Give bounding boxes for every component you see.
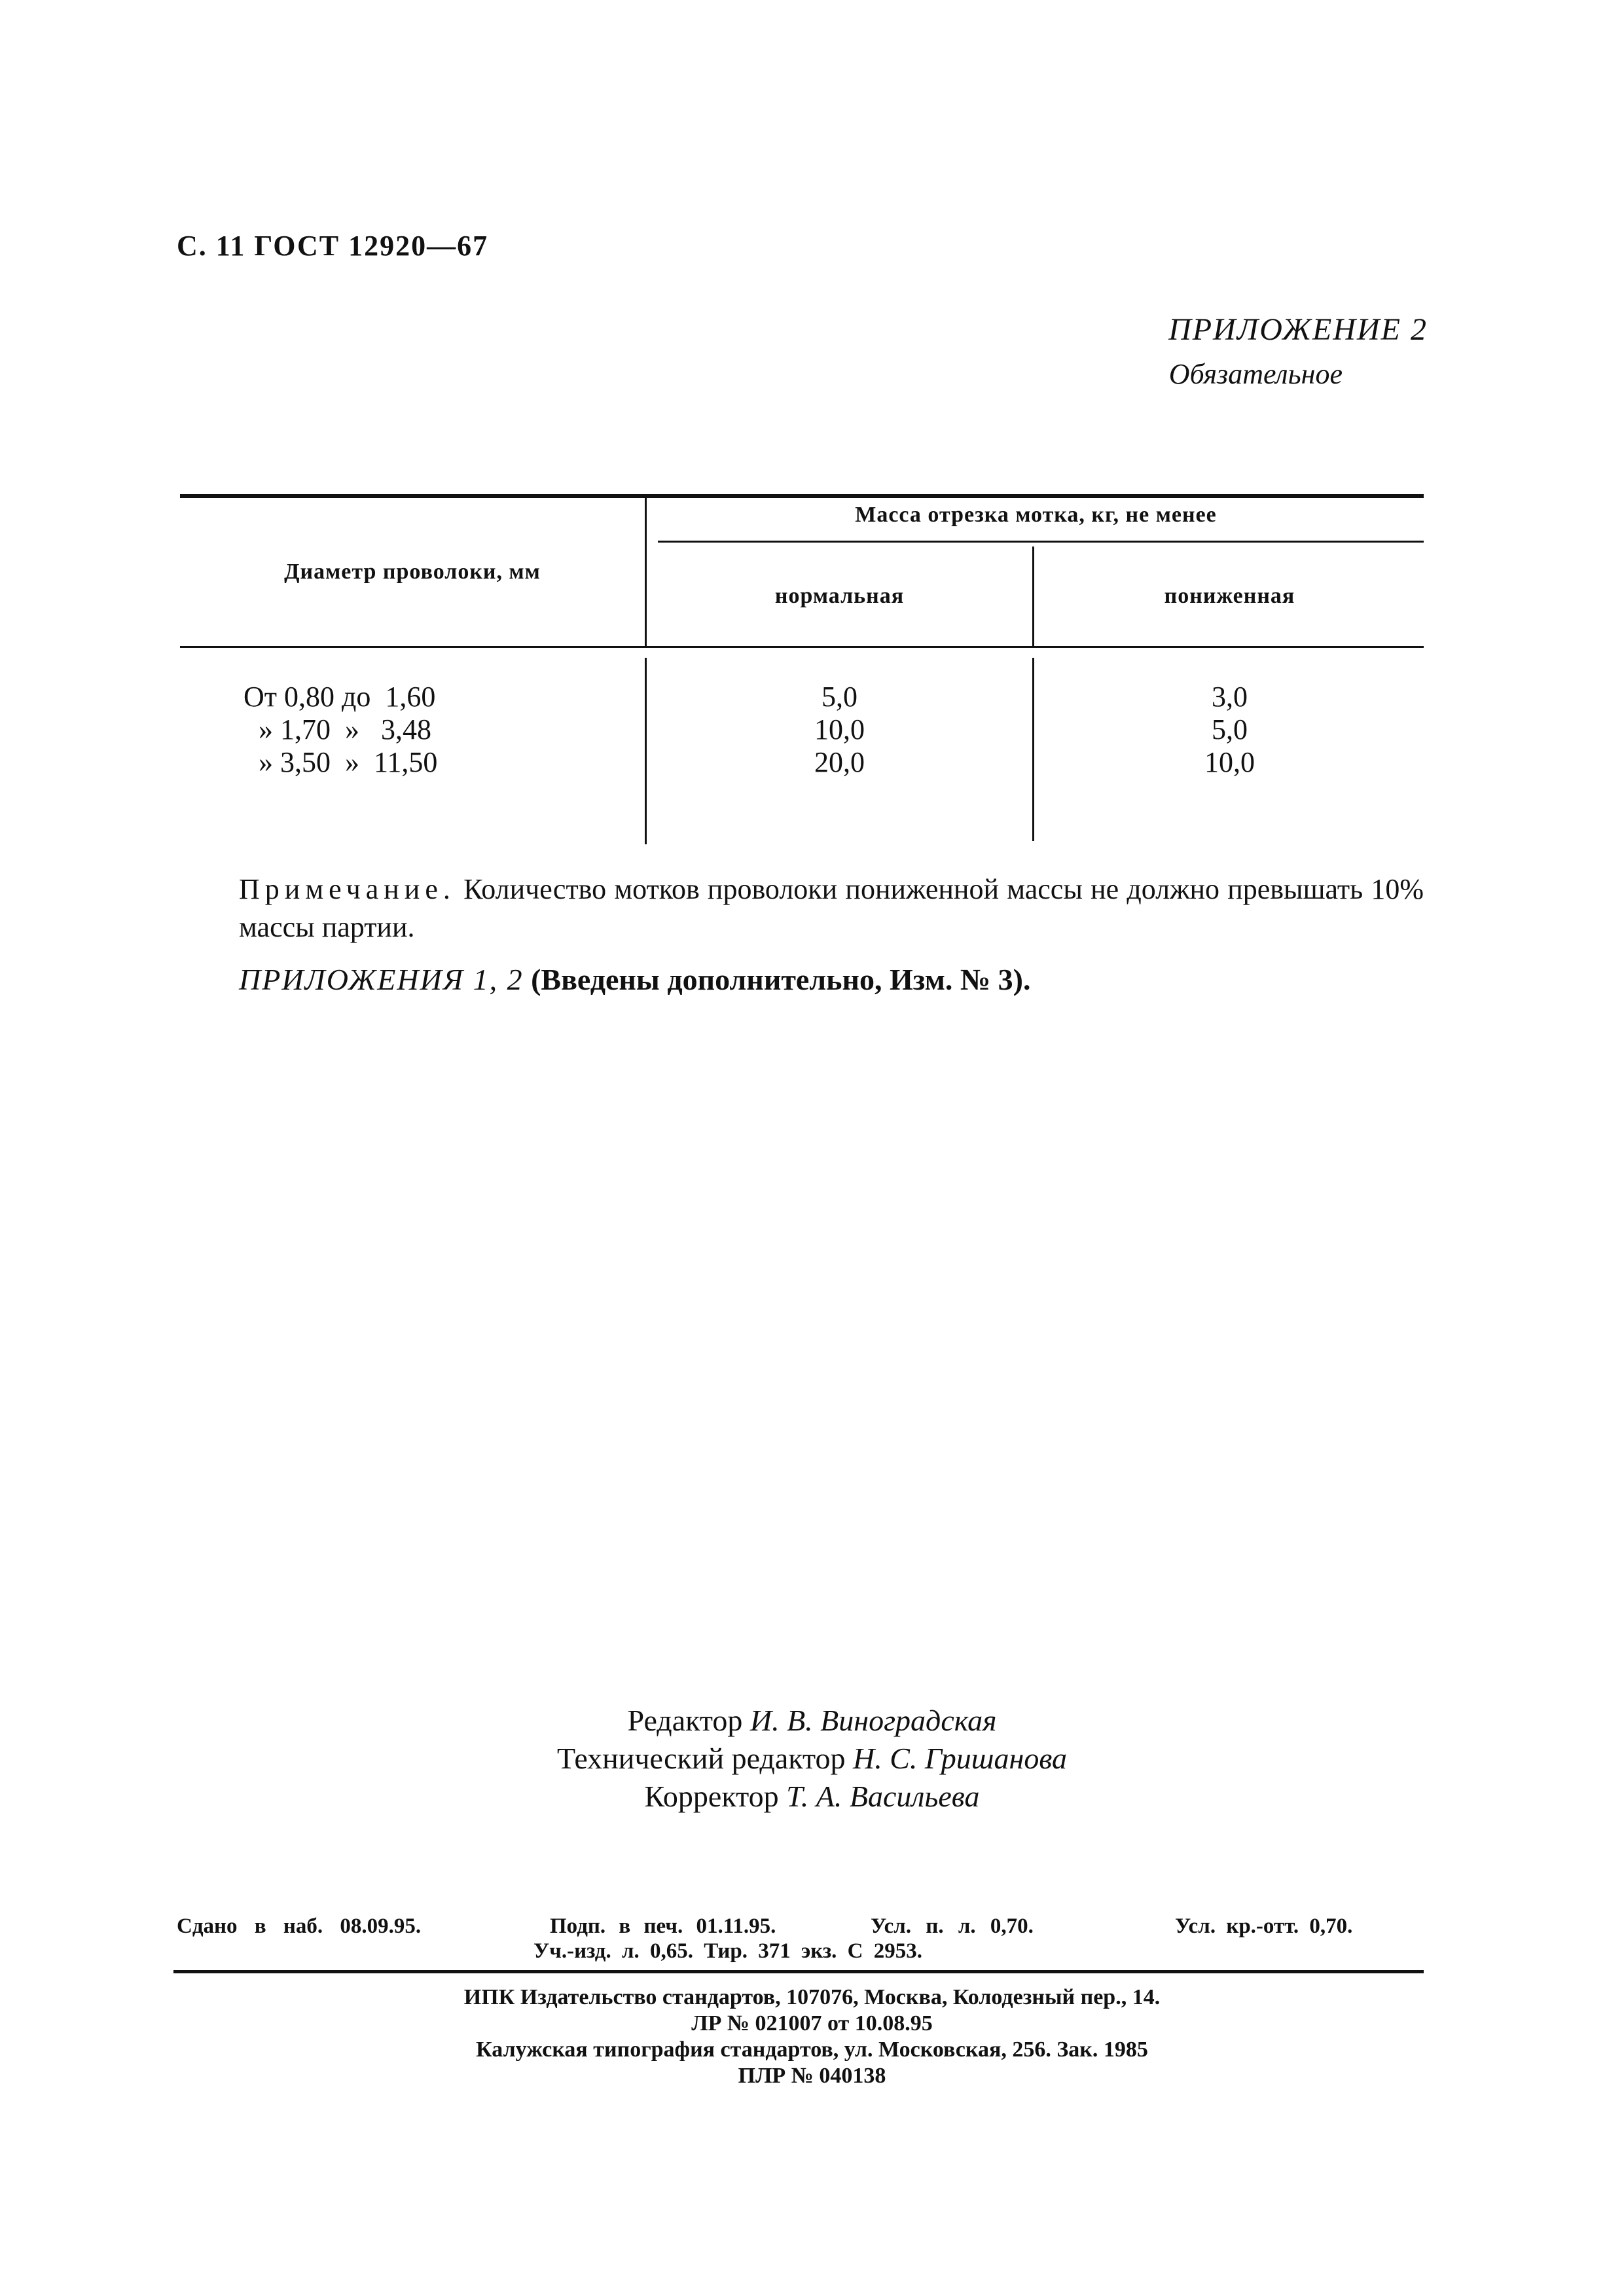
header-bottom-rule	[180, 646, 1424, 648]
th-reduced: пониженная	[1164, 584, 1295, 608]
col-divider-1	[645, 497, 647, 647]
amendment-line	[239, 962, 1030, 997]
row3-reduced: 10,0	[1204, 746, 1255, 778]
page-header: С. 11 ГОСТ 12920—67	[177, 230, 489, 262]
note-text: Количество мотков проволоки пониженной массы не должно превышать 10% массы партии.	[239, 873, 1424, 943]
note-label: Примечание.	[239, 873, 456, 905]
appendix-title: ПРИЛОЖЕНИЕ 2	[1168, 312, 1428, 347]
appendix-status: Обязательное	[1168, 358, 1343, 390]
col-divider-2-body	[1032, 658, 1034, 841]
publisher-line3: Калужская типография стандартов, ул. Московская, 256. Зак. 1985	[476, 2037, 1148, 2062]
editorial-credits	[0, 1702, 1624, 1816]
imprint-line2: Уч.-изд. л. 0,65. Тир. 371 экз. С 2953.	[533, 1939, 922, 1963]
publisher-line1: ИПК Издательство стандартов, 107076, Москва, Колодезный пер., 14.	[463, 1985, 1161, 2009]
th-normal: нормальная	[774, 584, 905, 608]
publisher-line4: ПЛР № 040138	[738, 2064, 886, 2088]
imprint-submitted: Сдано в наб. 08.09.95.	[177, 1914, 422, 1938]
row2-diameter: » 1,70 » 3,48	[259, 713, 431, 745]
appendix-title-block	[1168, 308, 1428, 397]
credit-role: Редактор	[627, 1704, 743, 1737]
imprint-rule	[173, 1970, 1424, 1973]
credit-tech-editor	[0, 1740, 1624, 1778]
row1-reduced: 3,0	[1212, 681, 1248, 713]
credit-editor	[0, 1702, 1624, 1740]
col-divider-2	[1032, 547, 1034, 647]
credit-role: Корректор	[644, 1780, 779, 1813]
imprint-print-sheets: Усл. п. л. 0,70.	[871, 1914, 1034, 1938]
row1-normal: 5,0	[821, 681, 857, 713]
header-sub-rule	[658, 541, 1424, 543]
table-top-rule	[180, 494, 1424, 498]
imprint-signed: Подп. в печ. 01.11.95.	[550, 1914, 776, 1938]
th-diameter: Диаметр проволоки, мм	[284, 560, 541, 584]
credit-corrector	[0, 1778, 1624, 1816]
row2-normal: 10,0	[814, 713, 865, 745]
imprint-color-prints: Усл. кр.-отт. 0,70.	[1175, 1914, 1353, 1938]
credit-role: Технический редактор	[557, 1742, 846, 1775]
amendment-change: (Введены дополнительно, Изм. № 3).	[531, 963, 1031, 996]
row3-normal: 20,0	[814, 746, 865, 778]
row3-diameter: » 3,50 » 11,50	[259, 746, 438, 778]
col-divider-1-body	[645, 658, 647, 844]
amendment-appendices: ПРИЛОЖЕНИЯ 1, 2	[239, 963, 524, 996]
publisher-line2: ЛР № 021007 от 10.08.95	[691, 2011, 933, 2036]
row1-diameter: От 0,80 до 1,60	[244, 681, 436, 713]
credit-name: Н. С. Гришанова	[852, 1742, 1067, 1775]
credit-name: И. В. Виноградская	[749, 1704, 997, 1737]
table-note	[239, 870, 1424, 946]
credit-name: Т. А. Васильева	[786, 1780, 980, 1813]
th-mass-group: Масса отрезка мотка, кг, не менее	[855, 503, 1217, 527]
row2-reduced: 5,0	[1212, 713, 1248, 745]
